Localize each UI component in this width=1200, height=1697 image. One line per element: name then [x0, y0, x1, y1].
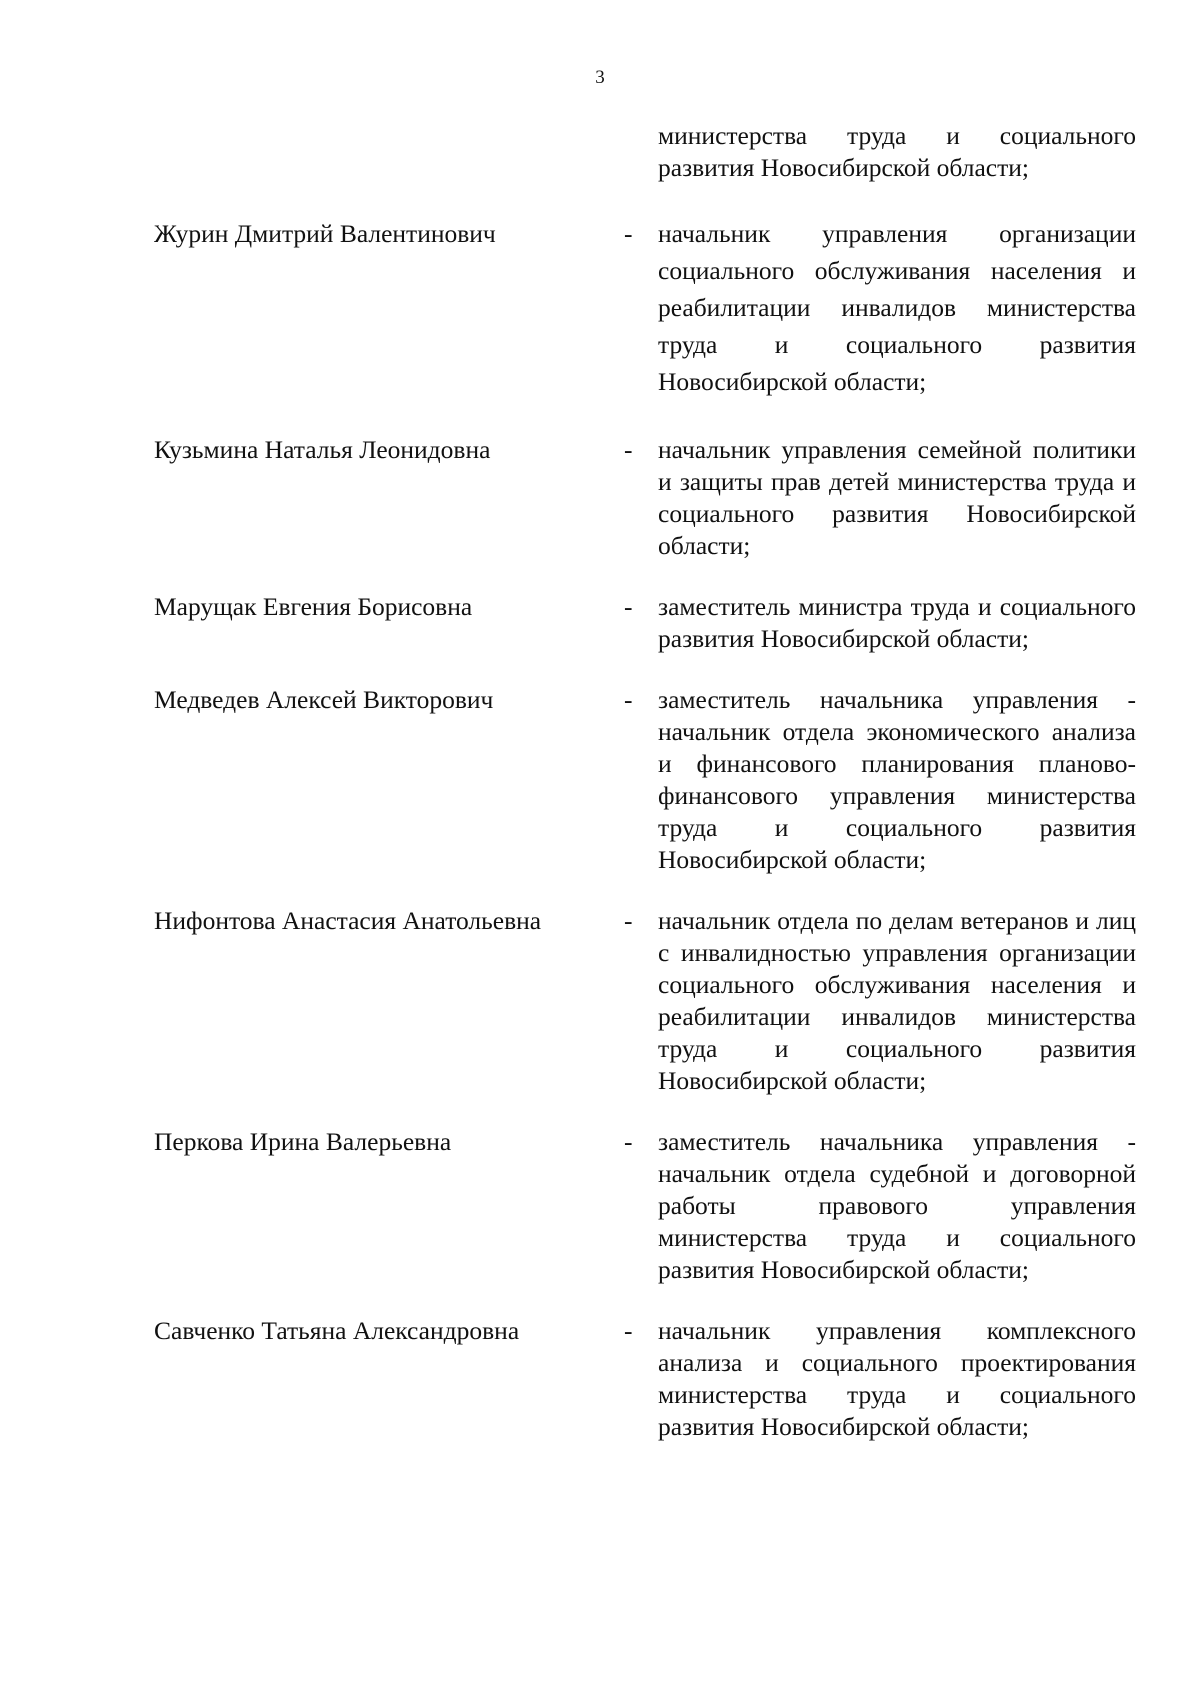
separator-dash: - [624, 1316, 633, 1345]
member-position: заместитель начальника управления - начальник отдела экономического анализа и финансового планирования планово-финансового управления министерства труда и социального развития Новосибирской области; [658, 685, 1136, 874]
member-entry [0, 215, 1200, 400]
separator-dash: - [624, 592, 633, 621]
member-name: Кузьмина Наталья Леонидовна [154, 435, 491, 464]
member-position: начальник управления комплексного анализа и социального проектирования министерства труда и социального развития Новосибирской области; [658, 1316, 1136, 1441]
member-entry [0, 434, 1200, 562]
member-name: Перкова Ирина Валерьевна [154, 1127, 452, 1156]
member-list [0, 120, 1200, 1443]
separator-dash: - [624, 906, 633, 935]
page-number: 3 [595, 67, 605, 88]
member-entry [0, 684, 1200, 876]
member-name: Савченко Татьяна Александровна [154, 1316, 520, 1345]
member-entry [0, 591, 1200, 655]
member-entry [0, 905, 1200, 1097]
member-position: начальник управления семейной политики и защиты прав детей министерства труда и социального развития Новосибирской области; [658, 435, 1136, 560]
previous-entry-continuation: министерства труда и социального развития Новосибирской области; [658, 121, 1136, 182]
member-name: Медведев Алексей Викторович [154, 685, 494, 714]
separator-dash: - [624, 219, 633, 248]
member-position: начальник отдела по делам ветеранов и лиц с инвалидностью управления организации социального обслуживания населения и реабилитации инвалидов министерства труда и социального развития Новосибирской области; [658, 906, 1136, 1095]
member-entry [0, 1315, 1200, 1443]
member-name: Журин Дмитрий Валентинович [154, 219, 496, 248]
separator-dash: - [624, 435, 633, 464]
member-position: начальник управления организации социального обслуживания населения и реабилитации инвалидов министерства труда и социального развития Новосибирской области; [658, 219, 1136, 396]
separator-dash: - [624, 685, 633, 714]
separator-dash: - [624, 1127, 633, 1156]
member-name: Марущак Евгения Борисовна [154, 592, 473, 621]
member-position: заместитель начальника управления - начальник отдела судебной и договорной работы правового управления министерства труда и социального развития Новосибирской области; [658, 1127, 1136, 1284]
member-entry [0, 1126, 1200, 1286]
member-position: заместитель министра труда и социального развития Новосибирской области; [658, 592, 1136, 653]
member-name: Нифонтова Анастасия Анатольевна [154, 906, 542, 935]
